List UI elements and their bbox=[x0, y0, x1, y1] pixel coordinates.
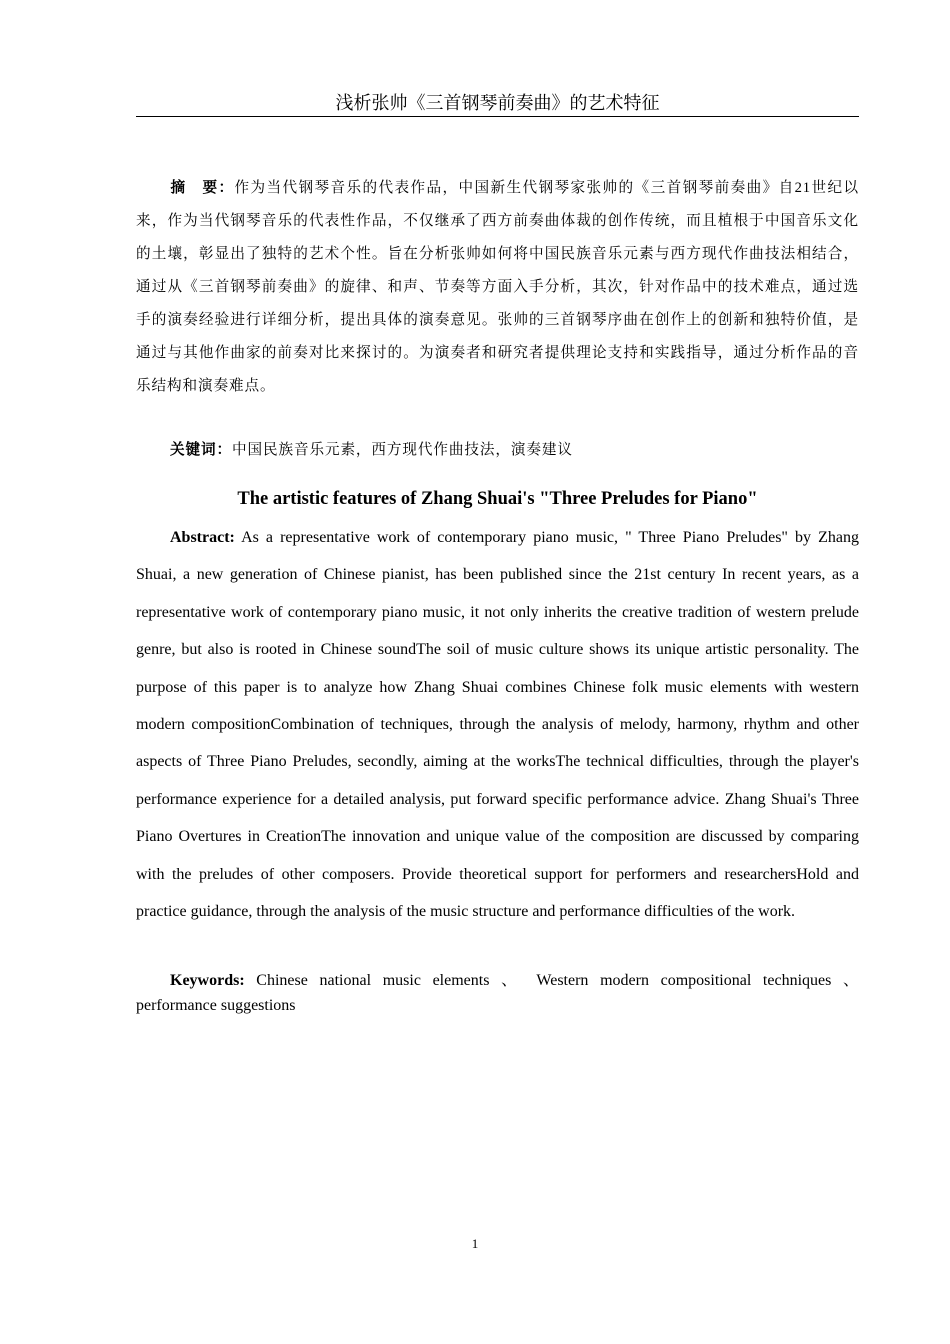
english-abstract bbox=[136, 519, 859, 930]
chinese-abstract-text: 作为当代钢琴音乐的代表作品，中国新生代钢琴家张帅的《三首钢琴前奏曲》自21世纪以来，作为当代钢琴音乐的代表性作品，不仅继承了西方前奏曲体裁的创作传统，而且植根于中国音乐文化的土壤，彰显出了独特的艺术个性。旨在分析张帅如何将中国民族音乐元素与西方现代作曲技法相结合，通过从《三首钢琴前奏曲》的旋律、和声、节奏等方面入手分析，其次，针对作品中的技术难点，通过选手的演奏经验进行详细分析，提出具体的演奏意见。张帅的三首钢琴序曲在创作上的创新和独特价值，是通过与其他作曲家的前奏对比来探讨的。为演奏者和研究者提供理论支持和实践指导，通过分析作品的音乐结构和演奏难点。 bbox=[136, 180, 859, 394]
running-header: 浅析张帅《三首钢琴前奏曲》的艺术特征 bbox=[136, 92, 859, 117]
english-keywords bbox=[136, 968, 859, 1018]
english-abstract-label: Abstract: bbox=[170, 529, 235, 546]
chinese-abstract-label: 摘 要： bbox=[170, 180, 235, 196]
english-abstract-text: As a representative work of contemporary piano music, " Three Piano Preludes" by Zhang Shuai, a new generation of Chinese pianist, has been published since the 21st century In recent years, as a representative work of contemporary piano music, it not only inherits the creative tradition of western prelude genre, but also is rooted in Chinese soundThe soil of music culture shows its unique artistic personality. The purpose of this paper is to analyze how Zhang Shuai combines Chinese folk music elements with western modern compositionCombination of techniques, through the analysis of melody, harmony, rhythm and other aspects of Three Piano Preludes, secondly, aiming at the worksThe technical difficulties, through the player's performance experience for a detailed analysis, put forward specific performance advice. Zhang Shuai's Three Piano Overtures in CreationThe innovation and unique value of the composition are discussed by comparing with the preludes of other composers. Provide theoretical support for performers and researchersHold and practice guidance, through the analysis of the music structure and performance difficulties of the work. bbox=[136, 529, 859, 921]
page-number: 1 bbox=[471, 1236, 479, 1251]
english-keywords-label: Keywords: bbox=[170, 972, 245, 989]
chinese-abstract bbox=[136, 172, 859, 403]
english-keywords-text: Chinese national music elements 、 Western modern compositional techniques 、 performance suggestions bbox=[136, 972, 859, 1014]
english-title: The artistic features of Zhang Shuai's "Three Preludes for Piano" bbox=[237, 489, 758, 509]
chinese-keywords-text: 中国民族音乐元素，西方现代作曲技法，演奏建议 bbox=[231, 442, 573, 458]
chinese-keywords-label: 关键词： bbox=[170, 442, 232, 458]
chinese-keywords bbox=[136, 436, 859, 464]
